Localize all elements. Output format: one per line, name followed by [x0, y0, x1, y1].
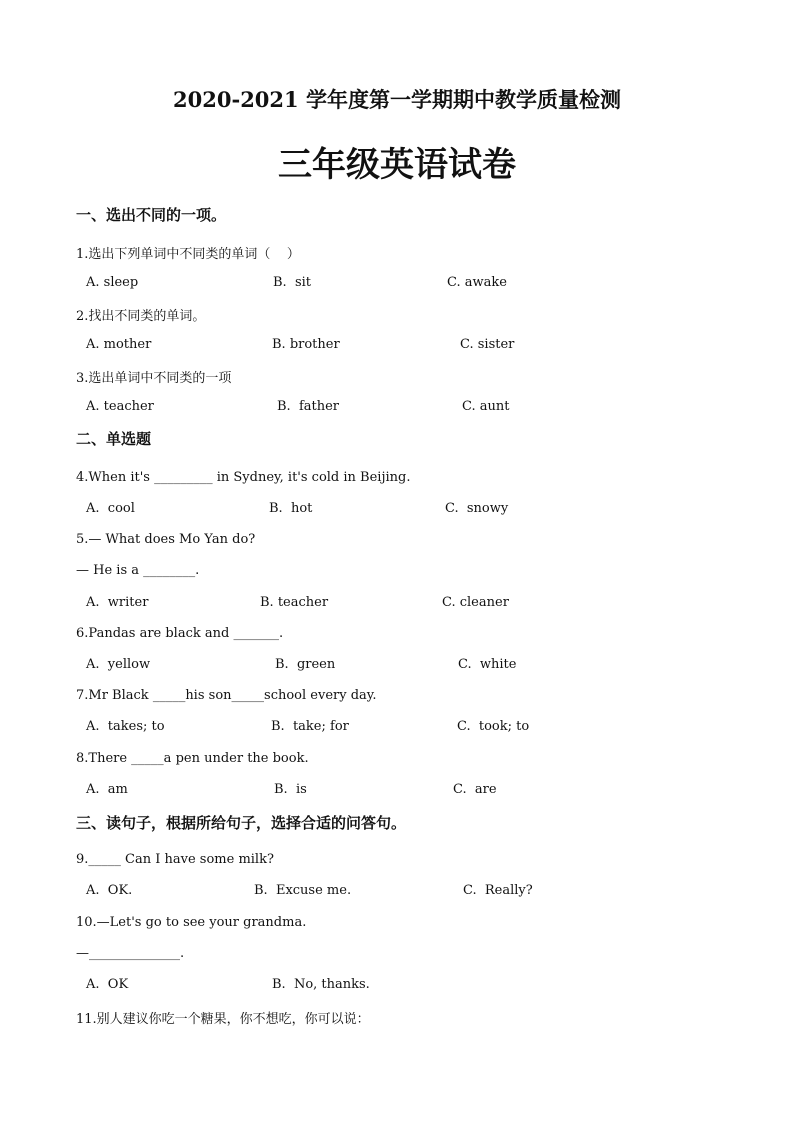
- answer-option: A. OK: [86, 977, 129, 992]
- answer-option: A. cool: [86, 501, 135, 516]
- answer-option: B. No, thanks.: [272, 977, 370, 992]
- answer-option: C. Really?: [463, 883, 533, 898]
- answer-option: C. cleaner: [442, 595, 509, 610]
- question-stem: 11.别人建议你吃一个糖果，你不想吃，你可以说：: [76, 1012, 370, 1027]
- answer-option: B. take; for: [271, 719, 349, 734]
- answer-option: B. father: [277, 399, 340, 414]
- answer-option: A. yellow: [86, 657, 151, 672]
- question-stem: 5.— What does Mo Yan do?: [76, 532, 256, 547]
- answer-option: B. hot: [269, 501, 313, 516]
- section-heading: 一、选出不同的一项。: [76, 206, 227, 224]
- answer-option: B. sit: [273, 275, 312, 290]
- section-heading: 三、读句子，根据所给句子，选择合适的问答句。: [76, 814, 407, 832]
- answer-option: B. green: [275, 657, 336, 672]
- exam-title: 三年级英语试卷: [278, 145, 516, 185]
- answer-option: C. white: [458, 657, 517, 672]
- answer-option: A. teacher: [86, 399, 154, 414]
- answer-option: C. took; to: [457, 719, 530, 734]
- question-stem: 4.When it's _________ in Sydney, it's cold in Beijing.: [76, 470, 411, 485]
- answer-option: A. OK.: [86, 883, 133, 898]
- answer-option: B. brother: [272, 337, 340, 352]
- section-heading: 二、单选题: [76, 430, 152, 448]
- question-stem: 9._____ Can I have some milk?: [76, 852, 274, 867]
- answer-option: B. teacher: [260, 595, 329, 610]
- question-stem: 6.Pandas are black and _______.: [76, 626, 284, 641]
- answer-option: C. sister: [460, 337, 515, 352]
- answer-option: C. are: [453, 782, 497, 797]
- answer-option: C. awake: [447, 275, 507, 290]
- answer-option: C. snowy: [445, 501, 509, 516]
- answer-option: A. writer: [86, 595, 149, 610]
- question-stem: 1.选出下列单词中不同类的单词（ ）: [76, 247, 300, 262]
- answer-option: A. am: [86, 782, 128, 797]
- answer-option: A. sleep: [86, 275, 139, 290]
- answer-option: A. takes; to: [86, 719, 165, 734]
- question-stem: 2.找出不同类的单词。: [76, 309, 206, 324]
- answer-option: C. aunt: [462, 399, 510, 414]
- answer-option: B. is: [274, 782, 307, 797]
- question-stem: 7.Mr Black _____his son_____school every day.: [76, 688, 377, 703]
- answer-option: A. mother: [86, 337, 152, 352]
- exam-subtitle: 2020-2021 学年度第一学期期中教学质量检测: [173, 87, 621, 112]
- question-stem: 8.There _____a pen under the book.: [76, 751, 309, 766]
- question-stem: — He is a ________.: [76, 563, 200, 578]
- question-stem: 3.选出单词中不同类的一项: [76, 371, 232, 386]
- answer-option: B. Excuse me.: [254, 883, 352, 898]
- question-stem: —______________.: [76, 946, 185, 961]
- question-stem: 10.—Let's go to see your grandma.: [76, 915, 307, 930]
